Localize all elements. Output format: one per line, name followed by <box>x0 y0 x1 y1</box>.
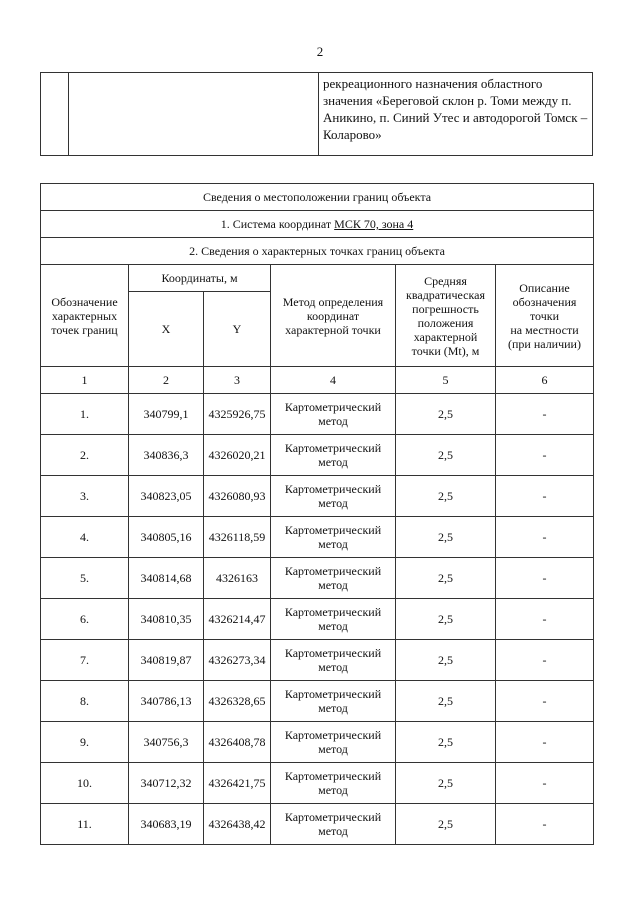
header-x: X <box>129 292 204 367</box>
y-coordinate-cell: 4326020,21 <box>204 435 271 476</box>
page-number: 2 <box>316 44 324 59</box>
table-row <box>41 722 594 763</box>
coord-system-prefix: 1. Система координат <box>220 217 335 231</box>
table-row <box>41 435 594 476</box>
method-cell: Картометрический метод <box>271 681 396 722</box>
description-cell: - <box>496 517 594 558</box>
description-cell: - <box>496 435 594 476</box>
column-number: 1 <box>41 367 129 394</box>
boundary-points-table <box>40 183 594 845</box>
y-coordinate-cell: 4326273,34 <box>204 640 271 681</box>
point-number-cell: 5. <box>41 558 129 599</box>
continuation-row <box>41 73 593 156</box>
x-coordinate-cell: 340819,87 <box>129 640 204 681</box>
y-coordinate-cell: 4325926,75 <box>204 394 271 435</box>
accuracy-cell: 2,5 <box>396 763 496 804</box>
description-cell: - <box>496 558 594 599</box>
y-coordinate-cell: 4326408,78 <box>204 722 271 763</box>
column-number: 5 <box>396 367 496 394</box>
point-number-cell: 3. <box>41 476 129 517</box>
point-number-cell: 9. <box>41 722 129 763</box>
coord-system-cell <box>41 211 594 238</box>
point-number-cell: 6. <box>41 599 129 640</box>
description-cell: - <box>496 640 594 681</box>
header-designation: Обозначение характерных точек границ <box>41 265 129 367</box>
accuracy-cell: 2,5 <box>396 599 496 640</box>
y-coordinate-cell: 4326080,93 <box>204 476 271 517</box>
column-number: 4 <box>271 367 396 394</box>
y-coordinate-cell: 4326421,75 <box>204 763 271 804</box>
continuation-cell-empty-1 <box>41 73 69 156</box>
description-cell: - <box>496 681 594 722</box>
y-coordinate-cell: 4326438,42 <box>204 804 271 845</box>
point-number-cell: 1. <box>41 394 129 435</box>
method-cell: Картометрический метод <box>271 722 396 763</box>
accuracy-cell: 2,5 <box>396 394 496 435</box>
table-row <box>41 763 594 804</box>
table-row <box>41 681 594 722</box>
method-cell: Картометрический метод <box>271 476 396 517</box>
method-cell: Картометрический метод <box>271 435 396 476</box>
x-coordinate-cell: 340810,35 <box>129 599 204 640</box>
x-coordinate-cell: 340814,68 <box>129 558 204 599</box>
method-cell: Картометрический метод <box>271 558 396 599</box>
section-title: Сведения о местоположении границ объекта <box>41 184 594 211</box>
table-row <box>41 640 594 681</box>
x-coordinate-cell: 340756,3 <box>129 722 204 763</box>
column-number: 2 <box>129 367 204 394</box>
method-cell: Картометрический метод <box>271 763 396 804</box>
point-number-cell: 4. <box>41 517 129 558</box>
header-method: Метод определения координат характерной точки <box>271 265 396 367</box>
accuracy-cell: 2,5 <box>396 558 496 599</box>
x-coordinate-cell: 340712,32 <box>129 763 204 804</box>
method-cell: Картометрический метод <box>271 804 396 845</box>
point-number-cell: 10. <box>41 763 129 804</box>
method-cell: Картометрический метод <box>271 640 396 681</box>
y-coordinate-cell: 4326163 <box>204 558 271 599</box>
y-coordinate-cell: 4326118,59 <box>204 517 271 558</box>
x-coordinate-cell: 340799,1 <box>129 394 204 435</box>
point-number-cell: 2. <box>41 435 129 476</box>
continuation-table <box>40 72 593 156</box>
accuracy-cell: 2,5 <box>396 804 496 845</box>
column-number: 3 <box>204 367 271 394</box>
accuracy-cell: 2,5 <box>396 640 496 681</box>
description-cell: - <box>496 804 594 845</box>
accuracy-cell: 2,5 <box>396 681 496 722</box>
description-cell: - <box>496 394 594 435</box>
table-row <box>41 517 594 558</box>
header-accuracy: Средняя квадратическая погрешность положения характерной точки (Mt), м <box>396 265 496 367</box>
continuation-cell-text: рекреационного назначения областного значения «Береговой склон р. Томи между п. Аникино, п. Синий Утес и автодорогой Томск – Коларово» <box>319 73 593 156</box>
point-number-cell: 11. <box>41 804 129 845</box>
description-cell: - <box>496 763 594 804</box>
method-cell: Картометрический метод <box>271 394 396 435</box>
description-cell: - <box>496 476 594 517</box>
table-row <box>41 394 594 435</box>
points-title: 2. Сведения о характерных точках границ объекта <box>41 238 594 265</box>
table-row <box>41 804 594 845</box>
accuracy-cell: 2,5 <box>396 435 496 476</box>
x-coordinate-cell: 340786,13 <box>129 681 204 722</box>
x-coordinate-cell: 340683,19 <box>129 804 204 845</box>
header-description: Описание обозначения точки на местности (при наличии) <box>496 265 594 367</box>
x-coordinate-cell: 340836,3 <box>129 435 204 476</box>
method-cell: Картометрический метод <box>271 599 396 640</box>
y-coordinate-cell: 4326214,47 <box>204 599 271 640</box>
header-coordinates: Координаты, м <box>129 265 271 292</box>
accuracy-cell: 2,5 <box>396 722 496 763</box>
description-cell: - <box>496 599 594 640</box>
accuracy-cell: 2,5 <box>396 476 496 517</box>
continuation-cell-empty-2 <box>69 73 319 156</box>
description-cell: - <box>496 722 594 763</box>
x-coordinate-cell: 340805,16 <box>129 517 204 558</box>
table-row <box>41 476 594 517</box>
y-coordinate-cell: 4326328,65 <box>204 681 271 722</box>
header-y: Y <box>204 292 271 367</box>
point-number-cell: 7. <box>41 640 129 681</box>
coord-system-value: МСК 70, зона 4 <box>334 217 414 231</box>
table-body <box>41 394 594 845</box>
table-row <box>41 558 594 599</box>
accuracy-cell: 2,5 <box>396 517 496 558</box>
column-number: 6 <box>496 367 594 394</box>
column-numbers-row <box>41 367 594 394</box>
point-number-cell: 8. <box>41 681 129 722</box>
table-row <box>41 599 594 640</box>
method-cell: Картометрический метод <box>271 517 396 558</box>
x-coordinate-cell: 340823,05 <box>129 476 204 517</box>
